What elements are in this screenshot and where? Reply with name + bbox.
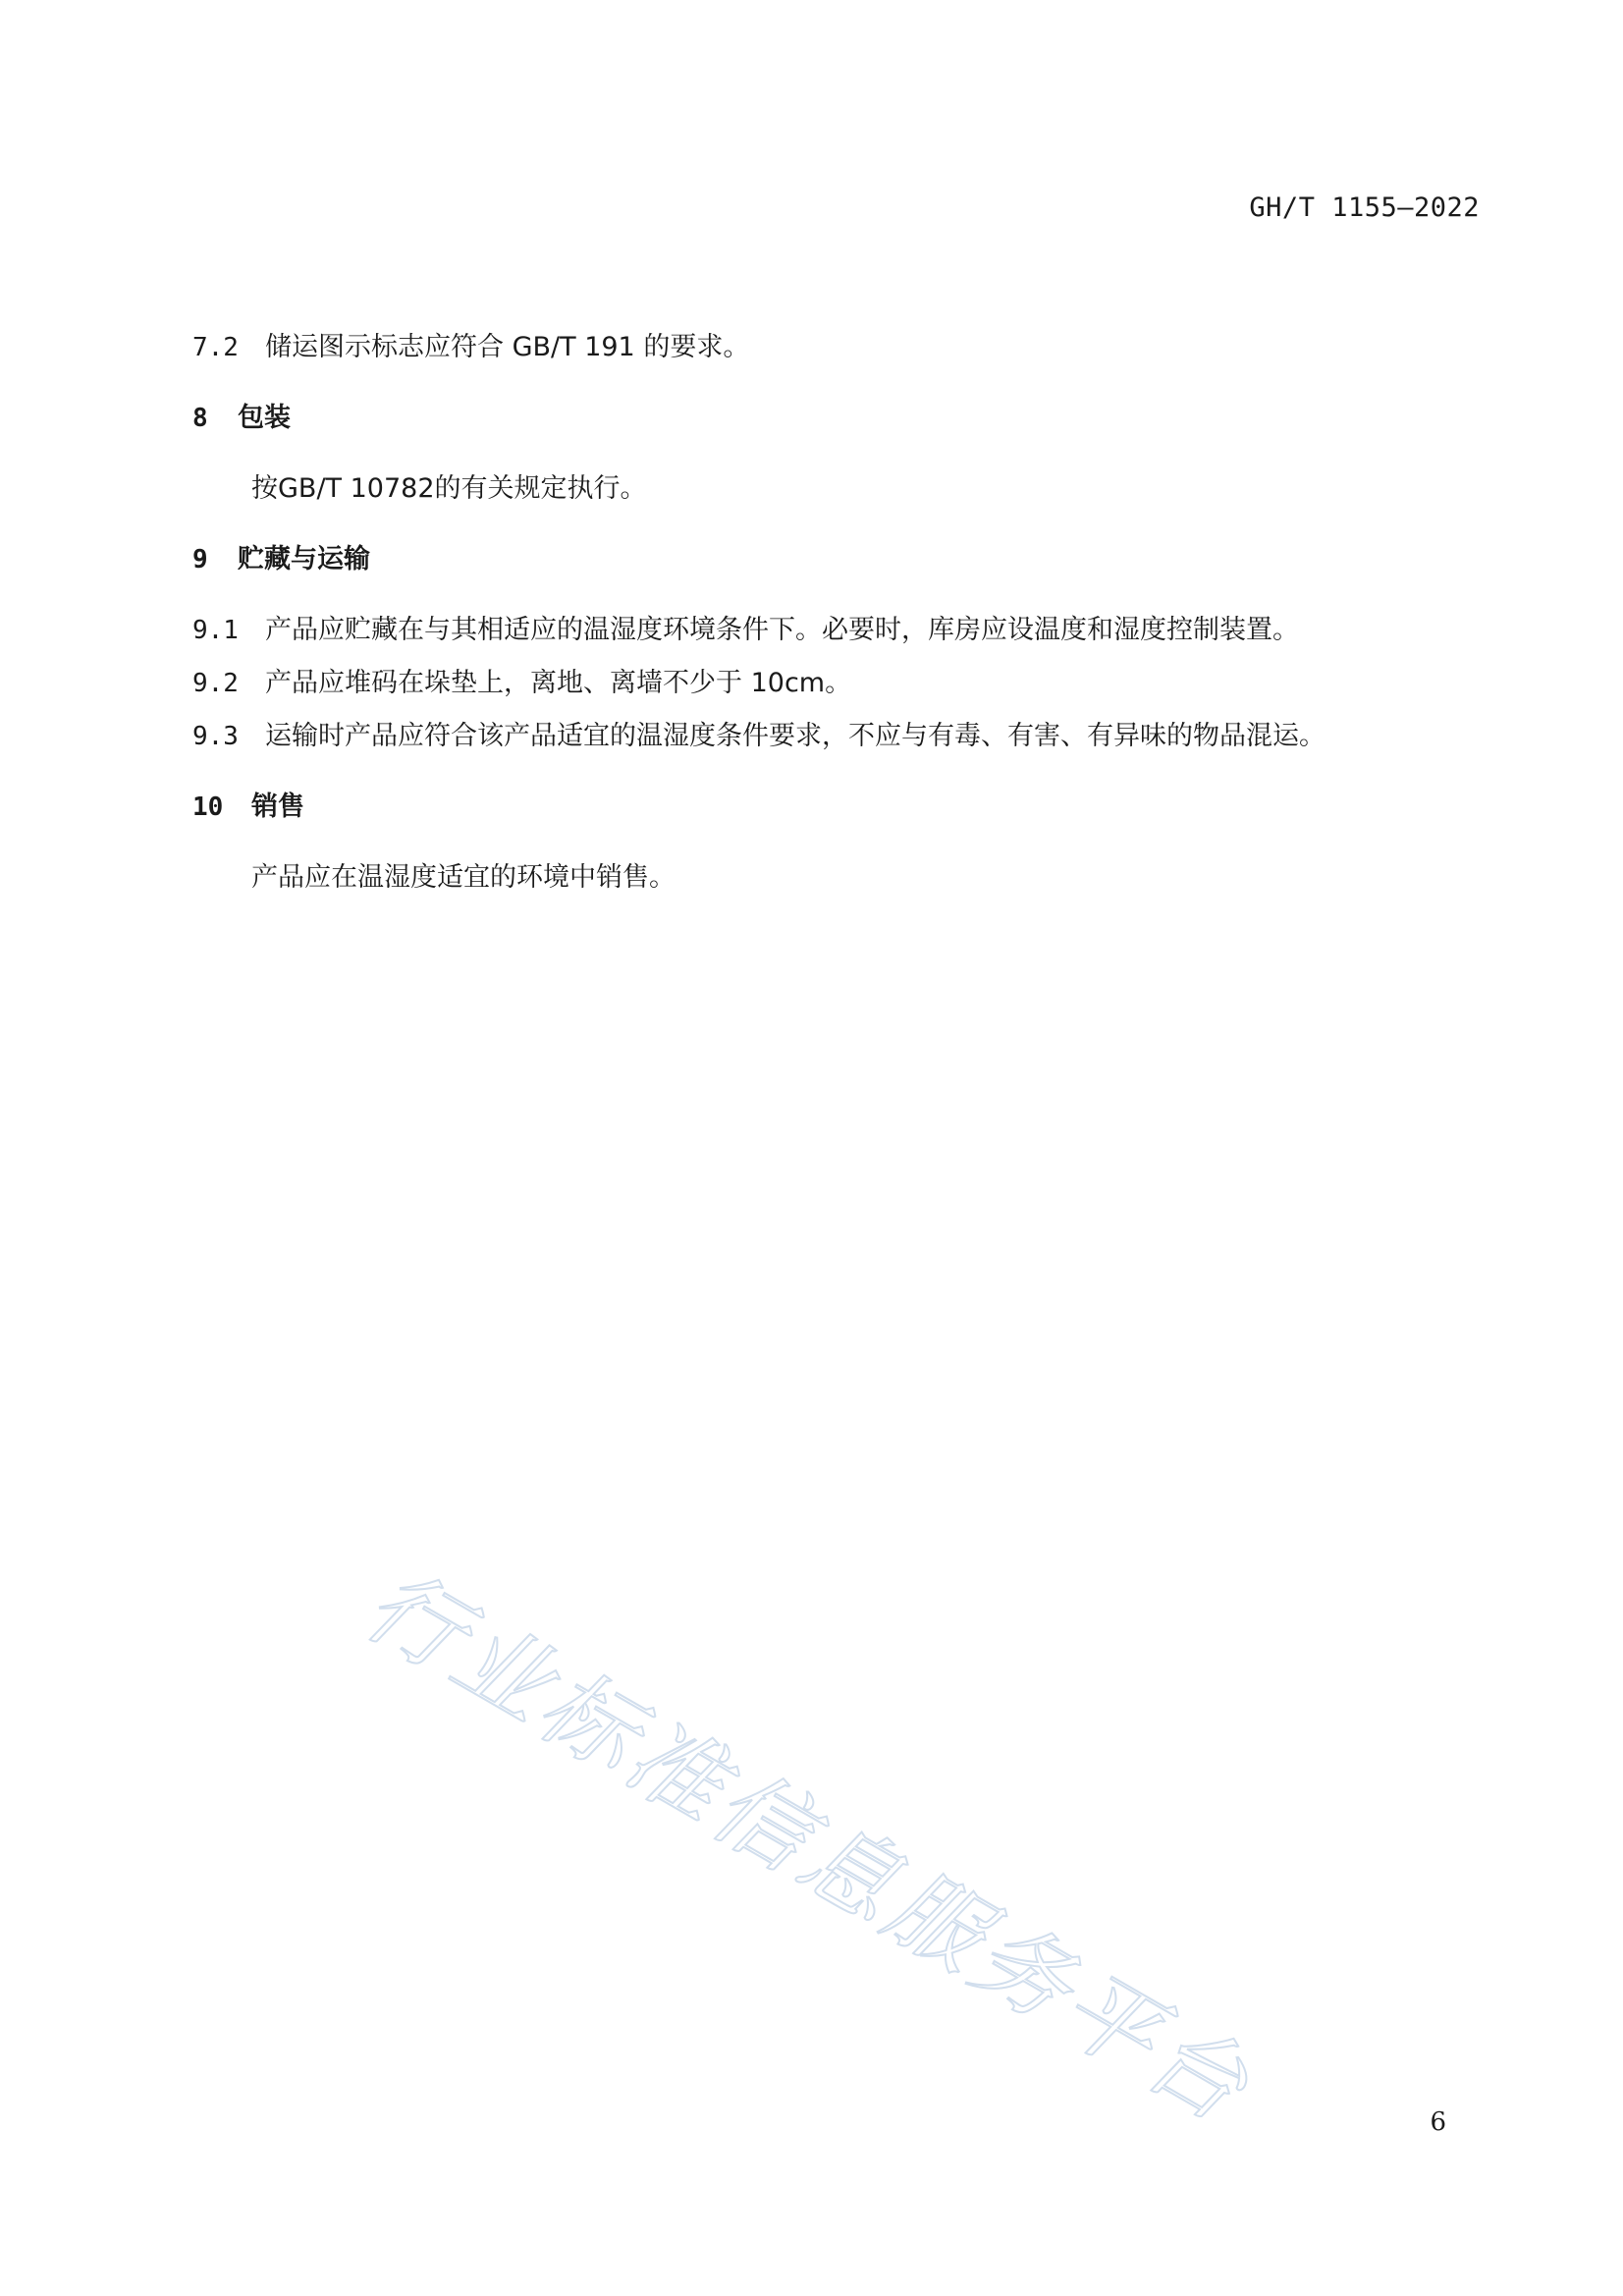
clause-number: 9.2: [192, 669, 239, 698]
watermark-text: 行业标准信息服务平台: [348, 1549, 1271, 2146]
section-title: 包装: [238, 403, 291, 433]
clause-text: 运输时产品应符合该产品适宜的温湿度条件要求，不应与有毒、有害、有异味的物品混运。: [265, 721, 1325, 751]
clause-number: 7.2: [192, 333, 239, 362]
standard-code: GH/T 1155—2022: [1249, 192, 1480, 223]
section-title: 销售: [251, 792, 304, 822]
section-8-heading: [192, 403, 291, 434]
clause-9-2: [192, 668, 851, 699]
clause-text: 储运图示标志应符合 GB/T 191 的要求。: [265, 332, 750, 362]
clause-text: 产品应贮藏在与其相适应的温湿度环境条件下。必要时，库房应设温度和湿度控制装置。: [265, 615, 1299, 645]
section-9-heading: [192, 544, 370, 575]
clause-number: 9.3: [192, 722, 239, 751]
clause-text: 产品应堆码在垛垫上，离地、离墙不少于 10cm。: [265, 668, 852, 698]
page-number: 6: [1430, 2107, 1446, 2137]
section-10-heading: [192, 792, 304, 823]
clause-9-3: [192, 721, 1325, 752]
section-title: 贮藏与运输: [238, 544, 370, 574]
section-8-body: 按GB/T 10782的有关规定执行。: [251, 473, 647, 504]
clause-7-2: [192, 332, 749, 363]
section-number: 9: [192, 545, 208, 574]
clause-9-1: [192, 615, 1299, 646]
clause-number: 9.1: [192, 616, 239, 645]
section-number: 8: [192, 404, 208, 433]
section-number: 10: [192, 793, 224, 822]
section-10-body: 产品应在温湿度适宜的环境中销售。: [251, 862, 676, 893]
